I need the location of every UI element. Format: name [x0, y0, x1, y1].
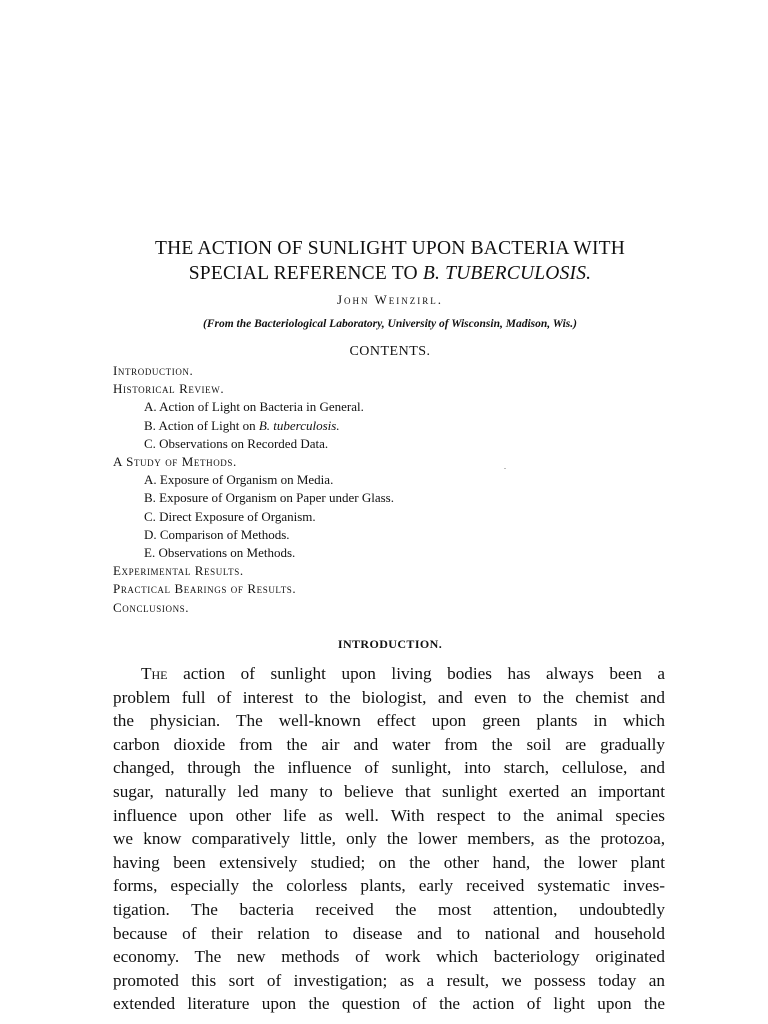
article-title — [100, 236, 680, 286]
paragraph-line: changed, through the influence of sunlight, into starch, cellulose, and — [113, 758, 665, 778]
paragraph-line: sugar, naturally led many to believe that sunlight exerted an important — [113, 781, 665, 801]
paragraph-line: problem full of interest to the biologist, and even to the chemist and — [113, 687, 665, 707]
title-line-2-italic: B. TUBERCULOSIS. — [422, 263, 592, 284]
toc-study-of-methods-b: B. Exposure of Organism on Paper under Glass. — [144, 490, 394, 506]
scan-speck — [504, 468, 506, 469]
introduction-paragraph — [113, 662, 665, 1016]
toc-study-of-methods: A Study of Methods. — [113, 454, 237, 470]
toc-historical-review-b-text: B. Action of Light on — [144, 417, 259, 433]
toc-study-of-methods-e: E. Observations on Methods. — [144, 545, 296, 561]
toc-historical-review-a: A. Action of Light on Bacteria in General. — [144, 399, 364, 415]
toc-practical-bearings: Practical Bearings of Results. — [113, 581, 297, 597]
paragraph-line: influence upon other life as well. With respect to the animal species — [113, 805, 665, 825]
toc-historical-review: Historical Review. — [113, 381, 225, 397]
toc-study-of-methods-c: C. Direct Exposure of Organism. — [144, 508, 316, 524]
paragraph-line: forms, especially the colorless plants, early received systematic inves- — [113, 876, 665, 896]
paragraph-line: because of their relation to disease and to national and household — [113, 923, 665, 943]
title-line-1: THE ACTION OF SUNLIGHT UPON BACTERIA WITH — [154, 238, 626, 259]
introduction-heading: INTRODUCTION. — [337, 637, 443, 651]
paragraph-line: the physician. The well-known effect upon green plants in which — [113, 711, 665, 731]
paragraph-lead-word: The — [141, 664, 168, 683]
toc-conclusions: Conclusions. — [113, 599, 190, 615]
paragraph-line: tigation. The bacteria received the most attention, undoubtedly — [113, 899, 665, 919]
toc-study-of-methods-d: D. Comparison of Methods. — [144, 526, 290, 542]
paragraph-line: we know comparatively little, only the lower members, as the protozoa, — [113, 829, 665, 849]
paragraph-line: carbon dioxide from the air and water from the soil are gradually — [113, 734, 665, 754]
paragraph-line: economy. The new methods of work which bacteriology originated — [113, 947, 665, 967]
paragraph-line — [113, 662, 665, 686]
paragraph-line: extended literature upon the question of the action of light upon the — [113, 994, 665, 1014]
table-of-contents — [113, 362, 673, 617]
toc-historical-review-c: C. Observations on Recorded Data. — [144, 435, 329, 451]
paragraph-line: having been extensively studied; on the other hand, the lower plant — [113, 852, 665, 872]
author-name: John Weinzirl. — [336, 292, 444, 307]
title-line-2-prefix: SPECIAL REFERENCE TO — [188, 263, 423, 284]
toc-historical-review-b — [113, 417, 673, 435]
toc-study-of-methods-a: A. Exposure of Organism on Media. — [144, 472, 334, 488]
toc-experimental-results: Experimental Results. — [113, 563, 244, 579]
toc-historical-review-b-italic: B. tuberculosis. — [258, 417, 340, 433]
paragraph-line: promoted this sort of investigation; as a result, we possess today an — [113, 970, 665, 990]
contents-heading: CONTENTS. — [349, 344, 431, 359]
author-affiliation: (From the Bacteriological Laboratory, University of Wisconsin, Madison, Wis.) — [203, 318, 577, 330]
toc-introduction: Introduction. — [113, 363, 194, 378]
paragraph-line-text: action of sunlight upon living bodies has always been a — [167, 664, 665, 683]
